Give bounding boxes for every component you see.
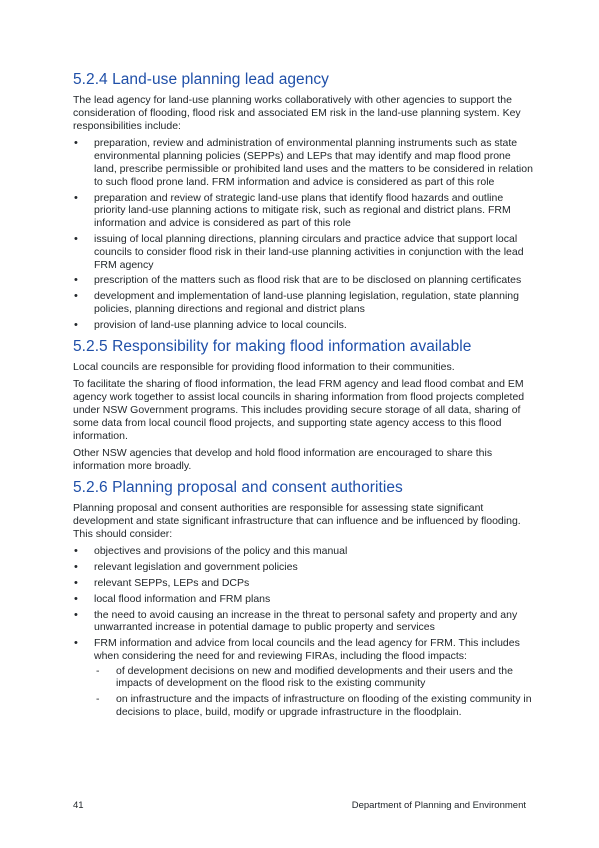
- list-item: • preparation and review of strategic land-use plans that identify flood hazards and outline priority land-use planning actions to mitigate risk, such as regional and district plans. FRM information and advice is considered as part of this role: [73, 192, 535, 230]
- paragraph: To facilitate the sharing of flood information, the lead FRM agency and lead flood combat and EM agency work together to assist local councils in sharing information from flood projects completed under NSW Government programs. This includes providing secure storage of all data, sharing of some data from local council flood projects, and supporting state agency access to this flood information.: [73, 378, 525, 442]
- section-land-use-planning: [73, 70, 535, 332]
- page-footer: [73, 800, 526, 811]
- sub-list-item: - of development decisions on new and modified developments and their users and the impacts of development on the flood risk to the existing community: [94, 665, 535, 691]
- paragraph: Other NSW agencies that develop and hold flood information are encouraged to share this information more broadly.: [73, 447, 493, 473]
- list-item: [73, 637, 535, 719]
- section-intro: Planning proposal and consent authorities are responsible for assessing state significant development and state significant infrastructure that can influence and be influenced by flooding. This should consider:: [73, 501, 521, 540]
- list-item: • prescription of the matters such as flood risk that are to be disclosed on planning certificates: [73, 274, 535, 287]
- sub-list-item: - on infrastructure and the impacts of infrastructure on flooding of the existing community in decisions to place, build, modify or upgrade infrastructure in the floodplain.: [94, 693, 535, 719]
- list-item-text: FRM information and advice from local councils and the lead agency for FRM. This includes when considering the need for and reviewing FIRAs, including the flood impacts:: [94, 637, 520, 662]
- section-flood-information: [73, 337, 535, 473]
- section-heading: 5.2.4 Land-use planning lead agency: [73, 71, 329, 88]
- list-item: • relevant legislation and government policies: [73, 561, 535, 574]
- page-number: 41: [73, 800, 84, 811]
- section-consent-authorities: [73, 478, 535, 719]
- list-item: • relevant SEPPs, LEPs and DCPs: [73, 577, 535, 590]
- section-heading: 5.2.6 Planning proposal and consent authorities: [73, 478, 403, 496]
- sub-list: [94, 665, 535, 719]
- list-item: • objectives and provisions of the policy and this manual: [73, 545, 535, 558]
- list-item: • provision of land-use planning advice to local councils.: [73, 319, 535, 332]
- department-name: Department of Planning and Environment: [351, 800, 526, 811]
- list-item: • development and implementation of land-use planning legislation, regulation, state planning policies, planning directions and regional and district plans: [73, 290, 535, 316]
- paragraph: Local councils are responsible for providing flood information to their communities.: [73, 360, 455, 373]
- list-item: • local flood information and FRM plans: [73, 593, 535, 606]
- section-heading: 5.2.5 Responsibility for making flood information available: [73, 337, 472, 355]
- consideration-list: [73, 545, 535, 719]
- responsibility-list: [73, 137, 535, 331]
- section-intro: The lead agency for land-use planning works collaboratively with other agencies to support the consideration of flooding, flood risk and associated EM risk in the land-use planning system. Key responsibilities include:: [73, 94, 521, 132]
- list-item: • the need to avoid causing an increase in the threat to personal safety and property and any unwarranted increase in potential damage to public property and services: [73, 609, 535, 635]
- list-item: • issuing of local planning directions, planning circulars and practice advice that support local councils to consider flood risk in their land-use planning activities in conjunction with the lead FRM agency: [73, 233, 535, 271]
- page-content: [73, 70, 535, 724]
- list-item: • preparation, review and administration of environmental planning instruments such as state environmental planning policies (SEPPs) and LEPs that may identify and map flood prone land, prescribe permissible or prohibited land uses and the matters to be considered in relation to such flood prone land. FRM information and advice is considered as part of this role: [73, 137, 535, 188]
